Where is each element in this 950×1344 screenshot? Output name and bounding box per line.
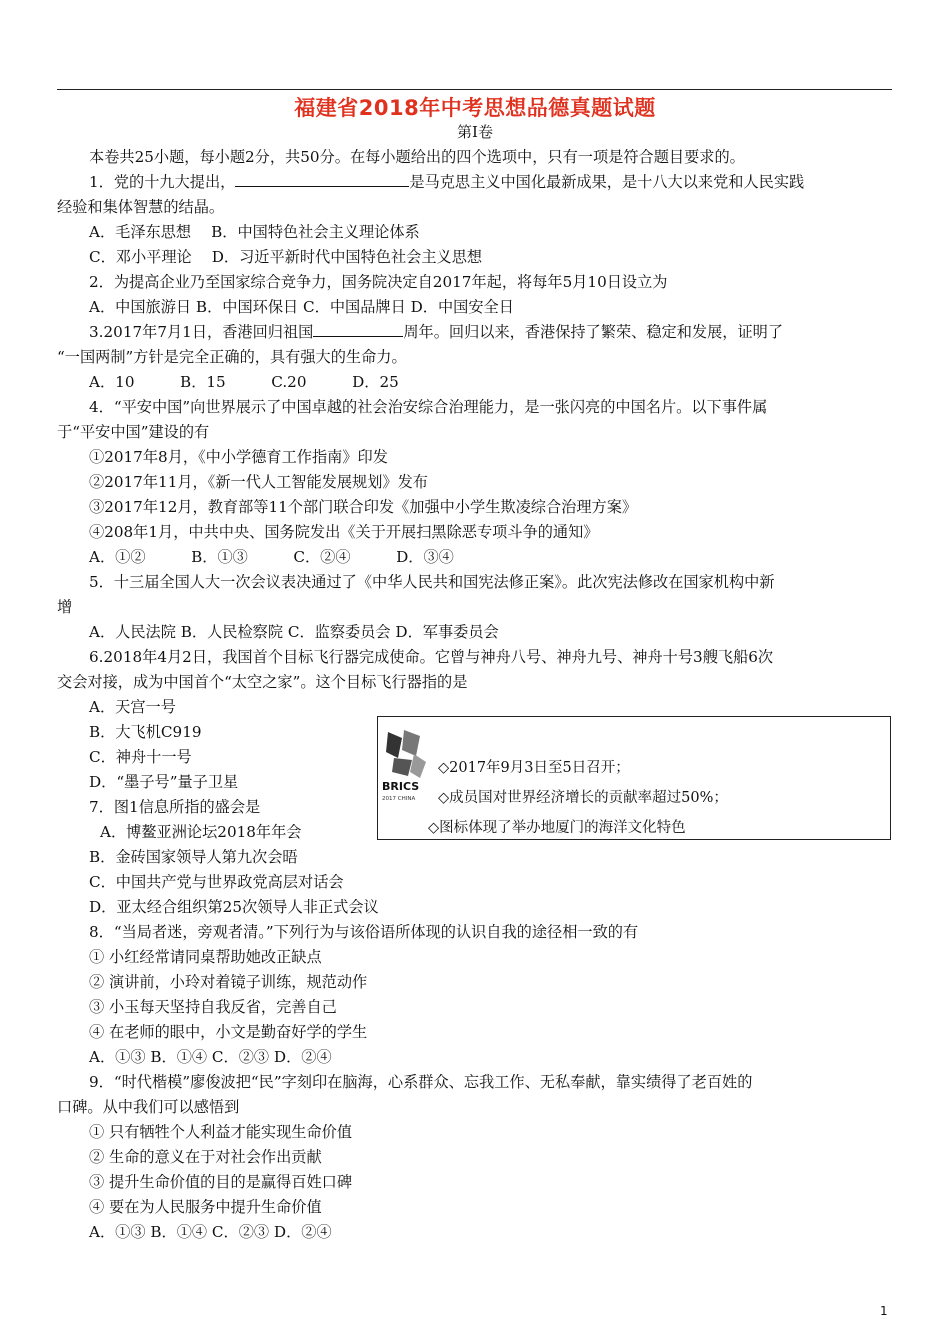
- question-1: [89, 171, 804, 193]
- question-4: 4．“平安中国”向世界展示了中国卓越的社会治安综合治理能力，是一张闪亮的中国名片。以下事件属: [89, 398, 768, 416]
- question-3-part1: 3.2017年7月1日，香港回归祖国: [89, 323, 314, 341]
- page-title: 福建省2018年中考思想品德真题试题: [294, 96, 656, 120]
- option-line: C．中国共产党与世界政党高层对话会: [89, 873, 344, 891]
- question-1-part1: 1．党的十九大提出，: [89, 173, 236, 191]
- statement-line: ②2017年11月，《新一代人工智能发展规划》发布: [89, 473, 428, 491]
- question-8: 8．“当局者迷，旁观者清。”下列行为与该俗语所体现的认识自我的途径相一致的有: [89, 923, 639, 941]
- question-3-part2: 周年。回归以来，香港保持了繁荣、稳定和发展，证明了: [403, 323, 784, 341]
- page-number: 1: [880, 1304, 888, 1318]
- statement-line: ④208年1月，中共中央、国务院发出《关于开展扫黑除恶专项斗争的通知》: [89, 523, 599, 541]
- option-line: C．神舟十一号: [89, 748, 192, 766]
- option-line: A．毛泽东思想 B．中国特色社会主义理论体系: [89, 223, 420, 241]
- question-3-cont: “一国两制”方针是完全正确的，具有强大的生命力。: [57, 348, 407, 366]
- question-3: [89, 321, 783, 343]
- option-line: A．人民法院 B．人民检察院 C．监察委员会 D．军事委员会: [89, 623, 499, 641]
- statement-line: ① 只有牺牲个人利益才能实现生命价值: [89, 1123, 353, 1141]
- question-6-cont: 交会对接，成为中国首个“太空之家”。这个目标飞行器指的是: [57, 673, 468, 691]
- question-9: 9．“时代楷模”廖俊波把“民”字刻印在脑海，心系群众、忘我工作、无私奉献，靠实绩得了老百姓的: [89, 1073, 753, 1091]
- statement-line: ② 演讲前，小玲对着镜子训练，规范动作: [89, 973, 368, 991]
- answer-blank: [235, 171, 409, 187]
- statement-line: ①2017年8月，《中小学德育工作指南》印发: [89, 448, 388, 466]
- option-line: B．大飞机C919: [89, 723, 202, 741]
- statement-line: ① 小红经常请同桌帮助她改正缺点: [89, 948, 322, 966]
- question-2: 2．为提高企业乃至国家综合竞争力，国务院决定自2017年起，将每年5月10日设立为: [89, 273, 668, 291]
- statement-line: ③ 提升生命价值的目的是赢得百姓口碑: [89, 1173, 353, 1191]
- option-line: A．博鳌亚洲论坛2018年年会: [100, 823, 302, 841]
- header-rule: [57, 89, 892, 90]
- question-1-cont: 经验和集体智慧的结晶。: [57, 198, 225, 216]
- logo-text: BRICS: [382, 780, 420, 793]
- answer-blank: [313, 321, 403, 337]
- statement-line: ② 生命的意义在于对社会作出贡献: [89, 1148, 322, 1166]
- option-line: A．天宫一号: [89, 698, 176, 716]
- statement-line: ③ 小玉每天坚持自我反省，完善自己: [89, 998, 337, 1016]
- figure-item: ◇2017年9月3日至5日召开；: [438, 760, 630, 776]
- option-line: A．①② B．①③ C．②④ D．③④: [89, 548, 454, 566]
- question-4-cont: 于“平安中国”建设的有: [57, 423, 210, 441]
- option-line: A．①③ B．①④ C．②③ D．②④: [89, 1223, 332, 1241]
- statement-line: ④ 要在为人民服务中提升生命价值: [89, 1198, 322, 1216]
- option-line: A．10 B．15 C.20 D．25: [89, 373, 399, 391]
- option-line: B．金砖国家领导人第九次会晤: [89, 848, 298, 866]
- option-line: A．中国旅游日 B．中国环保日 C．中国品牌日 D．中国安全日: [89, 298, 514, 316]
- question-7: 7．图1信息所指的盛会是: [89, 798, 261, 816]
- option-line: D．“墨子号”量子卫星: [89, 773, 239, 791]
- question-5: 5．十三届全国人大一次会议表决通过了《中华人民共和国宪法修正案》。此次宪法修改在国家机构中新: [89, 573, 775, 591]
- question-1-part2: 是马克思主义中国化最新成果，是十八大以来党和人民实践: [409, 173, 805, 191]
- brics-logo-icon: [380, 728, 430, 808]
- option-line: A．①③ B．①④ C．②③ D．②④: [89, 1048, 332, 1066]
- statement-line: ③2017年12月，教育部等11个部门联合印发《加强中小学生欺凌综合治理方案》: [89, 498, 638, 516]
- option-line: D．亚太经合组织第25次领导人非正式会议: [89, 898, 379, 916]
- question-6: 6.2018年4月2日，我国首个目标飞行器完成使命。它曾与神舟八号、神舟九号、神舟十号3艘飞船6次: [89, 648, 774, 666]
- statement-line: ④ 在老师的眼中，小文是勤奋好学的学生: [89, 1023, 368, 1041]
- option-line: C．邓小平理论 D．习近平新时代中国特色社会主义思想: [89, 248, 483, 266]
- instructions: 本卷共25小题，每小题2分，共50分。在每小题给出的四个选项中，只有一项是符合题目要求的。: [89, 148, 745, 166]
- figure-item: ◇成员国对世界经济增长的贡献率超过50%；: [438, 790, 728, 806]
- figure-item: ◇图标体现了举办地厦门的海洋文化特色: [428, 820, 686, 836]
- volume-label: 第I卷: [457, 123, 493, 141]
- question-9-cont: 口碑。从中我们可以感悟到: [57, 1098, 240, 1116]
- question-5-cont: 增: [57, 598, 73, 616]
- logo-subtext: 2017 CHINA: [382, 796, 416, 802]
